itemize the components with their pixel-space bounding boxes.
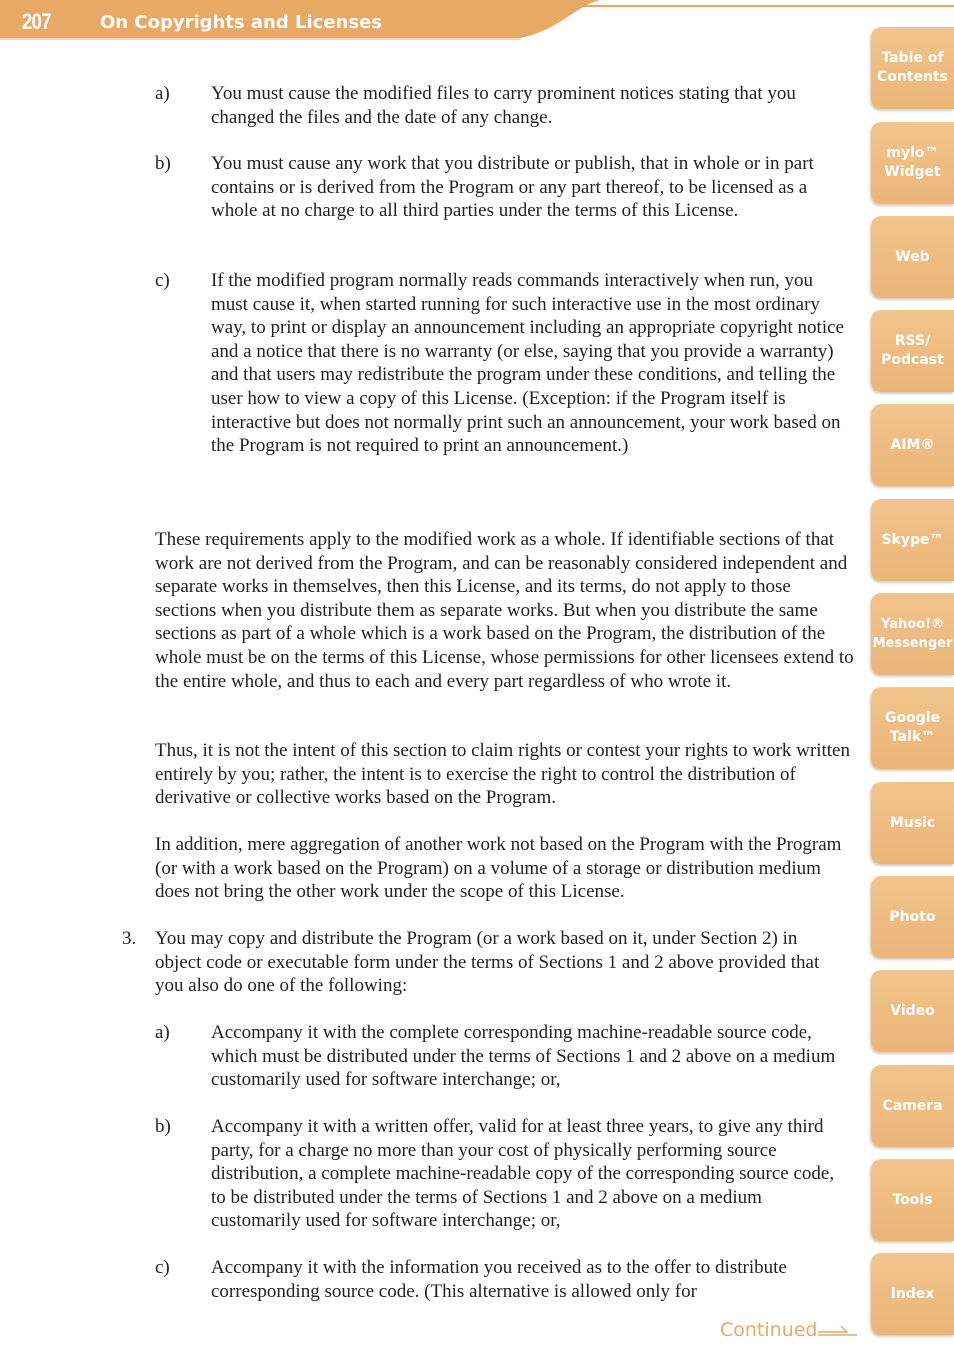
paragraph: In addition, mere aggregation of another work not based on the Program with the Program (or with a work based on the Program) on a volume of a storage or distribution medium does not bring the other work under the scope of this License. — [155, 834, 842, 903]
continued-arrow-icon — [817, 1324, 859, 1338]
tab-yahoo-messenger[interactable]: Yahoo!® Messenger — [871, 593, 954, 675]
list-item-label: c) — [155, 270, 170, 291]
page-title: On Copyrights and Licenses — [100, 12, 382, 33]
tab-web[interactable]: Web — [871, 216, 954, 298]
paragraph: Thus, it is not the intent of this section to claim rights or contest your rights to work written entirely by you; rather, the intent is to exercise the right to control the distribution of derivative or collective works based on the Program. — [155, 740, 850, 809]
tab-video[interactable]: Video — [871, 970, 954, 1052]
page-number: 207 — [22, 9, 51, 34]
list-item-label: b) — [155, 1116, 171, 1137]
tab-skype[interactable]: Skype™ — [871, 499, 954, 581]
tab-google-talk[interactable]: Google Talk™ — [871, 687, 954, 769]
list-item-text: Accompany it with the complete corresponding machine-readable source code, which must be distributed under the terms of Sections 1 and 2 above on a medium customarily used for software interchange; or, — [211, 1022, 836, 1091]
numbered-item-label: 3. — [122, 928, 137, 949]
tab-photo[interactable]: Photo — [871, 876, 954, 958]
list-item-text: You must cause any work that you distribute or publish, that in whole or in part contains or is derived from the Program or any part thereof, to be licensed as a whole at no charge to all third parties under the terms of this License. — [211, 153, 814, 222]
tab-index[interactable]: Index — [871, 1253, 954, 1335]
page-header — [0, 0, 954, 40]
list-item-label: a) — [155, 1022, 170, 1043]
list-item-text: If the modified program normally reads commands interactively when run, you must cause it, when started running for such interactive use in the most ordinary way, to print or display an announcement including an appropriate copyright notice and a notice that there is no warranty (or else, saying that you provide a warranty) and that users may redistribute the program under these conditions, and telling the user how to view a copy of this License. (Exception: if the Program itself is interactive but does not normally print such an announcement, your work based on the Program is not required to print an announcement.) — [211, 270, 844, 457]
tab-table-of-contents[interactable]: Table of Contents — [871, 27, 954, 109]
list-item-label: b) — [155, 153, 171, 174]
list-item-label: a) — [155, 83, 170, 104]
numbered-item-text: You may copy and distribute the Program (or a work based on it, under Section 2) in object code or executable form under the terms of Sections 1 and 2 above provided that you also do one of the following: — [155, 928, 820, 997]
list-item-text: Accompany it with the information you received as to the offer to distribute corresponding source code. (This alternative is allowed only for — [211, 1257, 787, 1302]
tab-rss-podcast[interactable]: RSS/ Podcast — [871, 310, 954, 392]
list-item-text: You must cause the modified files to carry prominent notices stating that you changed the files and the date of any change. — [211, 83, 796, 128]
tab-aim[interactable]: AIM® — [871, 404, 954, 486]
tab-music[interactable]: Music — [871, 782, 954, 864]
list-item-text: Accompany it with a written offer, valid for at least three years, to give any third party, for a charge no more than your cost of physically performing source distribution, a complete machine-readable copy of the corresponding source code, to be distributed under the terms of Sections 1 and 2 above on a medium customarily used for software interchange; or, — [211, 1116, 835, 1232]
tab-camera[interactable]: Camera — [871, 1065, 954, 1147]
tab-mylo-widget[interactable]: mylo™ Widget — [871, 122, 954, 204]
paragraph: These requirements apply to the modified work as a whole. If identifiable sections of that work are not derived from the Program, and can be reasonably considered independent and separate works in themselves, then this License, and its terms, do not apply to those sections when you distribute them as separate works. But when you distribute the same sections as part of a whole which is a work based on the Program, the distribution of the whole must be on the terms of this License, whose permissions for other licensees extend to the entire whole, and thus to each and every part regardless of who wrote it. — [155, 529, 854, 692]
list-item-label: c) — [155, 1257, 170, 1278]
continued-link[interactable]: Continued — [720, 1319, 818, 1341]
tab-tools[interactable]: Tools — [871, 1159, 954, 1241]
